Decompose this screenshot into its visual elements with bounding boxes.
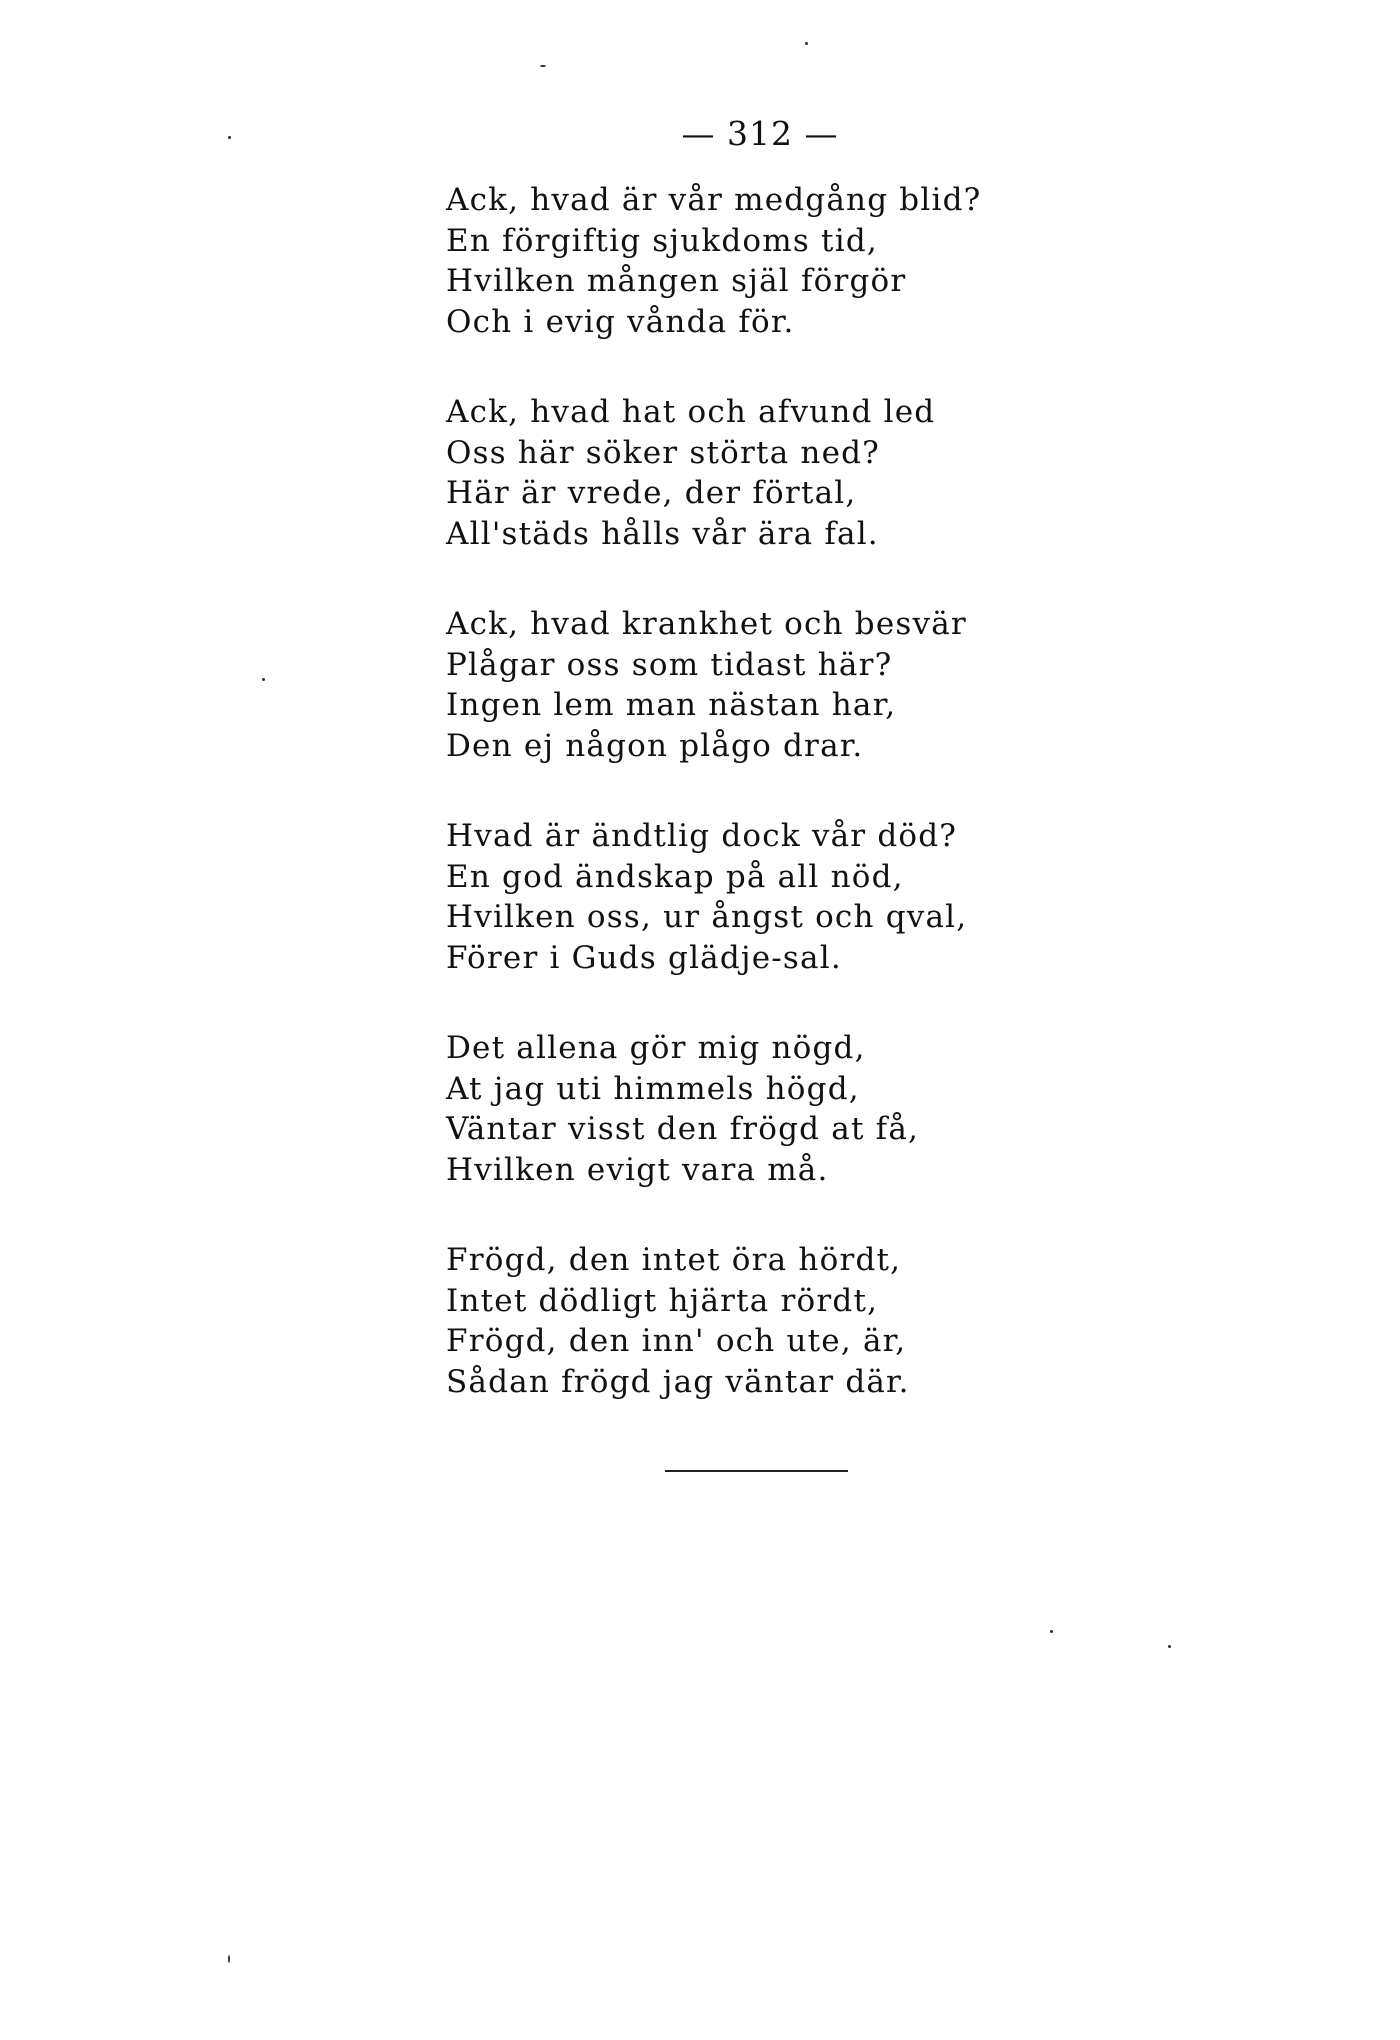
poem-line: Hvilken mången själ förgör [446,263,907,299]
poem-line: Sådan frögd jag väntar där. [446,1363,910,1400]
poem-line: Den ej någon plågo drar. [446,727,864,764]
poem-line: Ingen lem man nästan har, [446,687,897,723]
scan-speck [805,42,808,45]
stanza-1 [446,180,1086,342]
poem-line: Hvilken oss, ur ångst och qval, [446,899,968,935]
poem-line: Här är vrede, der förtal, [446,475,857,511]
stanza-4 [446,816,1086,978]
scan-speck [540,65,546,67]
poem-line: Ack, hvad är vår medgång blid? [446,182,982,218]
poem-line: Förer i Guds glädje-sal. [446,939,842,976]
poem-line: Frögd, den inn' och ute, är, [446,1323,907,1359]
scan-speck [228,136,231,139]
stanza-2 [446,392,1086,554]
stanza-5 [446,1028,1086,1190]
poem-line: Väntar visst den frögd at få, [446,1111,920,1147]
poem-line: En god ändskap på all nöd, [446,858,904,895]
scan-speck [1050,1630,1053,1633]
scan-speck [262,678,265,681]
poem-line: At jag uti himmels högd, [446,1070,860,1107]
poem-line: Oss här söker störta ned? [446,434,880,471]
poem-line: En förgiftig sjukdoms tid, [446,222,878,259]
poem-line: Och i evig vånda för. [446,303,795,340]
scan-speck [1168,1645,1171,1648]
poem-line: Det allena gör mig nögd, [446,1030,866,1066]
poem-line: Hvad är ändtlig dock vår död? [446,818,958,854]
poem [446,180,1086,1452]
poem-line: Plågar oss som tidast här? [446,646,893,683]
poem-line: Ack, hvad hat och afvund led [446,394,936,430]
poem-line: Intet dödligt hjärta rördt, [446,1282,879,1319]
page-number: — 312 — [681,114,839,153]
end-rule [665,1470,848,1472]
stanza-6 [446,1240,1086,1402]
poem-line: Frögd, den intet öra hördt, [446,1242,902,1278]
poem-line: Ack, hvad krankhet och besvär [446,606,967,642]
scan-speck [228,1955,230,1963]
poem-line: Hvilken evigt vara må. [446,1151,829,1188]
poem-line: All'städs hålls vår ära fal. [446,515,879,552]
stanza-3 [446,604,1086,766]
